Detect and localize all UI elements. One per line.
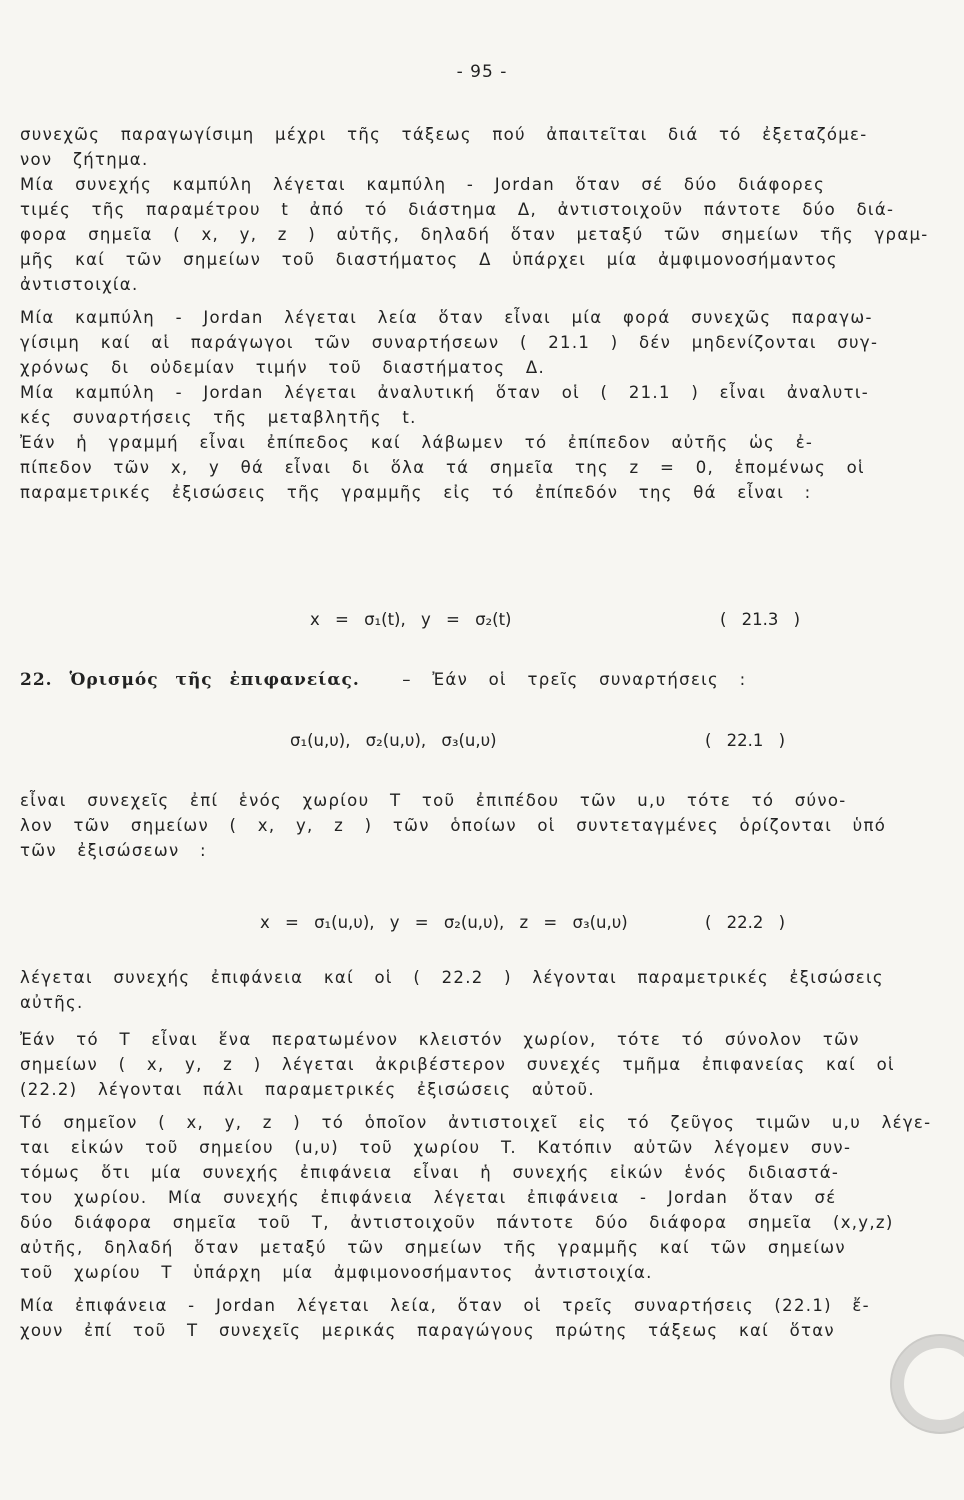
equation-number: ( 21.3 )	[720, 610, 801, 629]
text-line: αὐτῆς, δηλαδή ὅταν μεταξύ τῶν σημείων τῆς γραμμῆς καί τῶν σημείων	[20, 1238, 846, 1257]
text-line: πίπεδον τῶν x, y θά εἶναι δι ὅλα τά σημεῖα της z = 0, ἑπομένως οἱ	[20, 458, 865, 477]
equation-formula: x = σ₁(u,υ), y = σ₂(u,υ), z = σ₃(u,υ)	[260, 913, 628, 932]
section-intro: – Ἐάν οἱ τρεῖς συναρτήσεις :	[402, 670, 747, 689]
text-line: ἀντιστοιχία.	[20, 275, 139, 294]
text-line: τόμως ὅτι μία συνεχής ἐπιφάνεια εἶναι ἡ συνεχής εἰκών ἑνός διδιαστά-	[20, 1163, 840, 1182]
text-line: Μία ἐπιφάνεια - Jordan λέγεται λεία, ὅταν οἱ τρεῖς συναρτήσεις (22.1) ἔ-	[20, 1296, 870, 1315]
paragraph-block-3	[20, 965, 932, 1343]
text-line: φορα σημεῖα ( x, y, z ) αὐτῆς, δηλαδή ὅταν μεταξύ τῶν σημείων τῆς γραμ-	[20, 225, 929, 244]
equation-22-1	[20, 726, 904, 756]
text-line: κές συναρτήσεις τῆς μεταβλητῆς t.	[20, 408, 417, 427]
section-title: 22. Ὁρισμός τῆς ἐπιφανείας.	[20, 670, 360, 690]
equation-formula: σ₁(u,υ), σ₂(u,υ), σ₃(u,υ)	[290, 731, 497, 750]
text-line: (22.2) λέγονται πάλι παραμετρικές ἐξισώσεις αὐτοῦ.	[20, 1080, 595, 1099]
text-line: νον ζήτημα.	[20, 150, 149, 169]
text-line: δύο διάφορα σημεῖα τοῦ T, ἀντιστοιχοῦν πάντοτε δύο διάφορα σημεῖα (x,y,z)	[20, 1213, 894, 1232]
library-stamp	[890, 1334, 964, 1434]
text-line: εἶναι συνεχεῖς ἐπί ἑνός χωρίου T τοῦ ἐπιπέδου τῶν u,υ τότε τό σύνο-	[20, 791, 847, 810]
equation-21-3	[20, 605, 904, 635]
text-line: λέγεται συνεχής ἐπιφάνεια καί οἱ ( 22.2 ) λέγονται παραμετρικές ἐξισώσεις	[20, 968, 884, 987]
text-line: σημείων ( x, y, z ) λέγεται ἀκριβέστερον συνεχές τμῆμα ἐπιφανείας καί οἱ	[20, 1055, 895, 1074]
paragraph-block-2	[20, 788, 904, 863]
text-line: Μία καμπύλη - Jordan λέγεται ἀναλυτική ὅταν οἱ ( 21.1 ) εἶναι ἀναλυτι-	[20, 383, 869, 402]
text-line: χουν ἐπί τοῦ T συνεχεῖς μερικάς παραγώγους πρώτης τάξεως καί ὅταν	[20, 1321, 835, 1340]
equation-formula: x = σ₁(t), y = σ₂(t)	[310, 610, 512, 629]
text-line: συνεχῶς παραγωγίσιμη μέχρι τῆς τάξεως πού ἀπαιτεῖται διά τό ἐξεταζόμε-	[20, 125, 868, 144]
text-line: του χωρίου. Μία συνεχής ἐπιφάνεια λέγεται ἐπιφάνεια - Jordan ὅταν σέ	[20, 1188, 837, 1207]
text-line: Ἐάν ἡ γραμμή εἶναι ἐπίπεδος καί λάβωμεν τό ἐπίπεδον αὐτῆς ὡς ἐ-	[20, 433, 814, 452]
text-line: γίσιμη καί αἱ παράγωγοι τῶν συναρτήσεων ( 21.1 ) δέν μηδενίζονται συγ-	[20, 333, 879, 352]
text-line: χρόνως δι οὐδεμίαν τιμήν τοῦ διαστήματος Δ.	[20, 358, 545, 377]
text-line: ται εἰκών τοῦ σημείου (u,υ) τοῦ χωρίου T. Κατόπιν αὐτῶν λέγομεν συν-	[20, 1138, 852, 1157]
text-line: Ἐάν τό T εἶναι ἕνα περατωμένον κλειστόν χωρίον, τότε τό σύνολον τῶν	[20, 1030, 860, 1049]
text-line: Τό σημεῖον ( x, y, z ) τό ὁποῖον ἀντιστοιχεῖ εἰς τό ζεῦγος τιμῶν u,υ λέγε-	[20, 1113, 932, 1132]
text-line: παραμετρικές ἐξισώσεις τῆς γραμμῆς εἰς τό ἐπίπεδόν της θά εἶναι :	[20, 483, 812, 502]
text-line: Μία συνεχής καμπύλη λέγεται καμπύλη - Jordan ὅταν σέ δύο διάφορες	[20, 175, 826, 194]
section-heading	[20, 665, 904, 695]
paragraph-block-1	[20, 122, 929, 505]
page-number: - 95 -	[456, 62, 508, 82]
text-line: αὐτῆς.	[20, 993, 84, 1012]
equation-number: ( 22.1 )	[705, 731, 786, 750]
equation-22-2	[20, 908, 904, 938]
text-line: Μία καμπύλη - Jordan λέγεται λεία ὅταν εἶναι μία φορά συνεχῶς παραγω-	[20, 308, 873, 327]
equation-number: ( 22.2 )	[705, 913, 786, 932]
text-line: λον τῶν σημείων ( x, y, z ) τῶν ὁποίων οἱ συντεταγμένες ὁρίζονται ὑπό	[20, 816, 887, 835]
text-line: τιμές τῆς παραμέτρου t ἀπό τό διάστημα Δ, ἀντιστοιχοῦν πάντοτε δύο διά-	[20, 200, 895, 219]
text-line: τοῦ χωρίου T ὑπάρχη μία ἀμφιμονοσήμαντος ἀντιστοιχία.	[20, 1263, 653, 1282]
text-line: τῶν ἐξισώσεων :	[20, 841, 207, 860]
text-line: μῆς καί τῶν σημείων τοῦ διαστήματος Δ ὑπάρχει μία ἀμφιμονοσήμαντος	[20, 250, 838, 269]
